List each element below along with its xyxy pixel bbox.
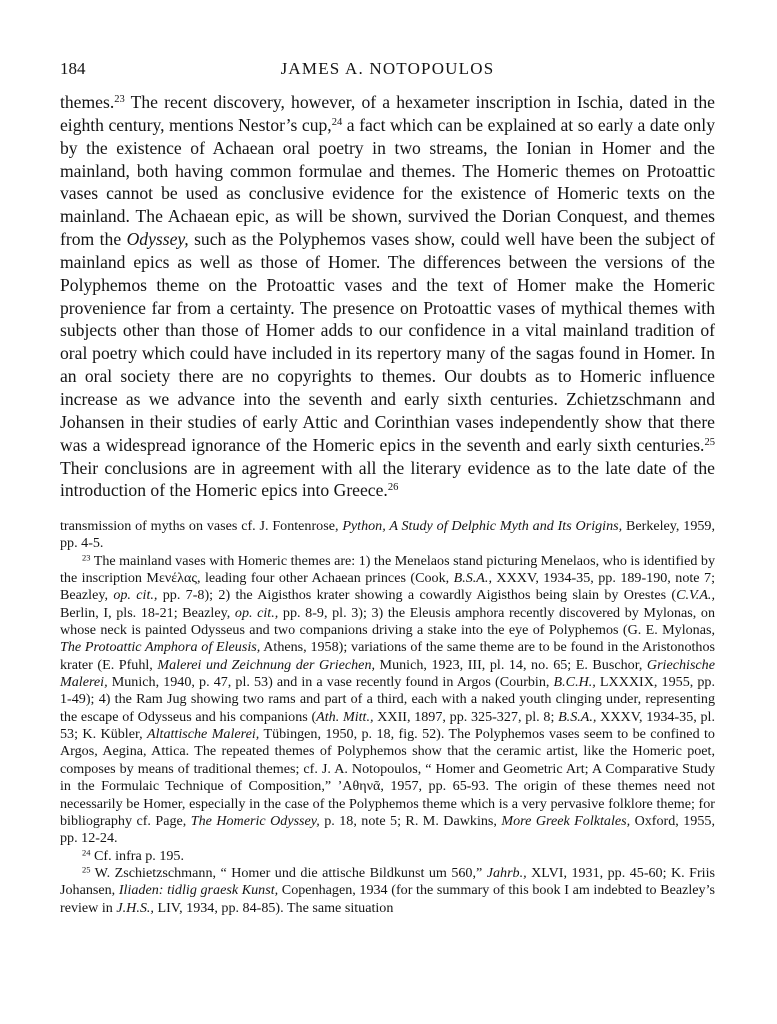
- italic-title: Altattische Malerei,: [147, 726, 260, 743]
- italic-title: Iliaden: tidlig graesk Kunst,: [118, 882, 279, 899]
- italic-title: The Homeric Odyssey,: [190, 812, 320, 829]
- italic-ref: op. cit.,: [113, 587, 158, 604]
- italic-ref: Ath. Mitt.,: [316, 708, 374, 725]
- italic-title: Griechische Malerei,: [60, 656, 715, 691]
- body-text: [60, 91, 715, 502]
- text-segment: XXII, 1897, pp. 325-327, pl. 8;: [373, 708, 559, 725]
- text-segment: pp. 7-8); 2) the Aigisthos krater showing a cowardly Aigisthos being slain by Orestes (: [157, 587, 677, 604]
- text-segment: XXXV, 1934-35, pp. 189-190, note 7; Beazley,: [60, 570, 715, 604]
- text-segment: XLVI, 1931, pp. 45-60; K. Friis Johansen,: [60, 864, 715, 899]
- text-segment: Athens, 1958); variations of the same theme are to be found in the Aristonothos krater (E. Pfuhl,: [60, 639, 715, 673]
- footnote-ref-23[interactable]: 23: [114, 94, 125, 106]
- italic-ref: B.C.H.,: [553, 674, 596, 691]
- text-segment: Oxford, 1955, pp. 12-24.: [60, 812, 715, 847]
- text-segment: The recent discovery, however, of a hexameter inscription in Ischia, dated in the eighth century, mentions Nestor’s cup,: [60, 92, 715, 135]
- text-segment: Cf. infra p. 195.: [90, 847, 185, 864]
- italic-ref: B.S.A.,: [558, 708, 597, 725]
- italic-title: The Protoattic Amphora of Eleusis,: [60, 639, 261, 656]
- footnote-continuation: [60, 518, 715, 553]
- text-segment: p. 18, note 5; R. M. Dawkins,: [319, 812, 502, 829]
- footnote-ref-26[interactable]: 26: [387, 482, 399, 494]
- text-segment: XXXV, 1934-35, pl. 53; K. Kübler,: [60, 708, 715, 743]
- greek-word: ’Αθηνᾶ,: [337, 778, 384, 795]
- page-number: 184: [60, 59, 86, 78]
- italic-title: Odyssey,: [126, 229, 189, 250]
- italic-ref: B.S.A.,: [453, 570, 492, 587]
- text-segment: a fact which can be explained at so early a date only by the existence of Achaean oral poetry in two streams, the Ionian in Homer and the mainland, both having common formulae and themes. The Homeric themes on Protoattic vases cannot be used as conclusive evidence for the existence of Homeric texts on the mainland. The Achaean epic, as will be shown, survived the Dorian Conquest, and themes from the: [60, 114, 715, 250]
- text-segment: LXXXIX, 1955, pp. 1-49); 4) the Ram Jug showing two rams and part of a third, each with a naked youth clinging under, representing the escape of Odysseus and his companions (: [60, 674, 715, 725]
- text-segment: such as the Polyphemos vases show, could well have been the subject of mainland epics as well as those of Homer. The differences between the versions of the Polyphemos theme on the Protoattic vases and the text of Homer make the Homeric provenience far from a certainty. The presence on Protoattic vases of mythical themes with subjects other than those of Homer adds to our confidence in a vital mainland tradition of oral poetry which could have included in its repertory many of the sagas found in Homer. In an oral society there are no copyrights to themes. Our doubts as to Homeric influence increase as we advance into the seventh and early sixth centuries. Zchietzschmann and Johansen in their studies of early Attic and Corinthian vases independently show that there was a widespread ignorance of the Homeric epics in the seventh and early sixth centuries.: [60, 229, 716, 455]
- text-segment: W. Zschietzschmann, “ Homer und die attische Bildkunst um 560,”: [90, 864, 487, 881]
- footnote-25: [60, 865, 715, 917]
- footnotes: [60, 518, 715, 917]
- text-segment: Copenhagen, 1934 (for the summary of this book I am indebted to Beazley’s review in: [60, 882, 715, 916]
- text-segment: Berlin, I, pls. 18-21; Beazley,: [60, 604, 235, 621]
- text-segment: 1957, pp. 65-93. The origin of these themes need not necessarily be Homer, especially in the case of the Polyphemos theme which is a very pervasive folklore theme; for bibliography cf. Page,: [60, 778, 715, 829]
- text-segment: themes.: [60, 92, 115, 112]
- text-segment: pp. 8-9, pl. 3); 3) the Eleusis amphora recently discovered by Mylonas, on whose neck is painted Odysseus and two companions driving a stake into the eye of Polyphemos (G. E. Mylonas,: [60, 604, 715, 639]
- italic-ref: op. cit.,: [234, 604, 279, 621]
- text-segment: Munich, 1940, p. 47, pl. 53) and in a vase recently found in Argos (Courbin,: [107, 674, 554, 691]
- footnote-ref-25[interactable]: 25: [704, 436, 715, 448]
- text-segment: Munich, 1923, III, pl. 14, no. 65; E. Buschor,: [375, 656, 647, 673]
- running-head: JAMES A. NOTOPOULOS: [280, 59, 495, 78]
- italic-title: Malerei und Zeichnung der Griechen,: [157, 656, 376, 673]
- footnote-23: [60, 553, 715, 848]
- greek-word: Μενέλας,: [146, 570, 201, 587]
- italic-ref: J.H.S.,: [116, 899, 154, 916]
- text-segment: LIV, 1934, pp. 84-85). The same situation: [153, 899, 394, 916]
- text-segment: Tübingen, 1950, p. 18, fig. 52). The Polyphemos vases seem to be confined to Argos, Aegina, Attica. The repeated themes of Polyphemos show that the ceramic artist, like the Homeric poet, composes by means of traditional themes; cf. J. A. Notopoulos, “ Homer and Geometric Art; A Comparative Study in the Formulaic Technique of Composition,”: [60, 726, 715, 795]
- text-segment: Berkeley, 1959, pp. 4-5.: [60, 518, 715, 552]
- footnote-mark: 25: [82, 864, 91, 875]
- footnote-ref-24[interactable]: 24: [331, 117, 343, 129]
- italic-ref: Jahrb.,: [486, 864, 527, 881]
- italic-ref: C.V.A.,: [676, 587, 715, 604]
- footnote-24: [60, 848, 715, 865]
- text-segment: leading four other Achaean princes (Cook,: [200, 570, 454, 587]
- body-paragraph: [60, 91, 715, 502]
- text-segment: transmission of myths on vases cf. J. Fontenrose,: [60, 518, 343, 534]
- italic-title: More Greek Folktales,: [501, 812, 631, 829]
- footnote-mark: 23: [82, 552, 91, 563]
- text-segment: Their conclusions are in agreement with all the literary evidence as to the late date of the introduction of the Homeric epics into Greece.: [60, 457, 715, 501]
- footnote-mark: 24: [82, 846, 91, 857]
- page-header: [60, 59, 715, 81]
- text-segment: The mainland vases with Homeric themes are: 1) the Menelaos stand picturing Menelaos, who is identified by the inscription: [60, 552, 715, 587]
- italic-title: Python, A Study of Delphic Myth and Its Origins,: [342, 518, 623, 534]
